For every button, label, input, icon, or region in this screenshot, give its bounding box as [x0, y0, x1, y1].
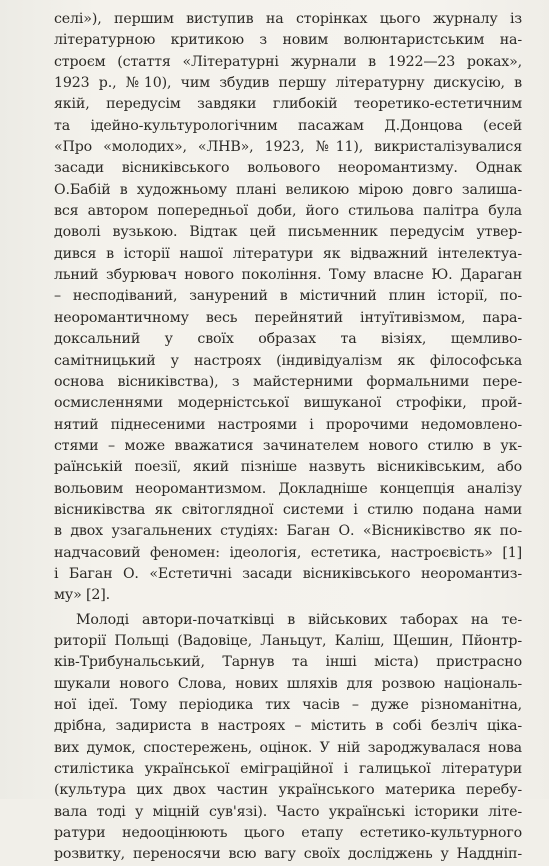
text-line: шукали нового Слова, нових шляхів для розвою національ-: [54, 675, 522, 692]
text-line: вала тоді у міцній сув'язі). Часто українські історики літе-: [54, 803, 522, 820]
text-line: 1923 р., №10), чим збудив першу літературну дискусію, в: [54, 75, 522, 92]
body-text: [54, 9, 522, 866]
text-line: вольовим неоромантизмом. Докладніше концепція аналізу: [54, 480, 522, 497]
text-line: – несподіваний, занурений в містичний плин історії, по-: [54, 288, 522, 305]
text-line: (культура цих двох частин українського материка перебу-: [54, 782, 522, 799]
text-line: строєм (стаття «Літературні журнали в 1922—23 роках»,: [54, 53, 522, 70]
paragraph-1: [54, 9, 522, 607]
text-line: Молоді автори-початківці в військових таборах на те-: [76, 611, 522, 628]
text-line: дрібна, задириста в настроях – містить в собі безліч ціка-: [54, 718, 522, 735]
text-line: осмисленнями модерністської вишуканої строфіки, прой-: [54, 395, 522, 412]
text-line: ків-Трибунальський, Тарнув та інші міста) пристрасно: [54, 654, 522, 671]
text-line: якій, передусім завдяки глибокій теоретико-естетичним: [54, 96, 522, 113]
text-line: дився в історії нашої літератури як відважний інтелектуа-: [54, 245, 522, 262]
text-line: засади вісниківського вольового неоромантизму. Однак: [54, 160, 522, 177]
text-line: О.Бабій в художньому плані великою мірою довго залиша-: [54, 181, 522, 198]
text-line: розвитку, переносячи всю вагу своїх досліджень у Наддніп-: [54, 846, 522, 863]
text-line: риторії Польщі (Вадовіце, Ланьцут, Каліш, Щешин, Пйонтр-: [54, 632, 522, 649]
text-line: і Баган О. «Естетичні засади вісниківського неоромантиз-: [54, 565, 522, 582]
text-line: му» [2].: [54, 587, 110, 604]
text-line: ної ідеї. Тому періодика тих часів – дуже різноманітна,: [54, 697, 522, 713]
text-line: надчасовий феномен: ідеологія, естетика, настроєвість» [1]: [54, 544, 522, 561]
text-line: доксальний у своїх образах та візіях, щемливо-: [54, 331, 522, 348]
text-line: вісниківства як світоглядної системи і стилю подана нами: [54, 501, 522, 518]
text-line: самітницький у настроях (індивідуалізм як філософська: [54, 352, 522, 369]
text-line: літературною критикою з новим волюнтаристським на-: [54, 32, 522, 49]
text-line: ратури недооцінюють цього етапу естетико-культурного: [54, 825, 522, 842]
text-line: стилістика української еміграційної і галицької літератури: [54, 761, 522, 778]
text-line: основа вісниківства), з майстерними формальними пере-: [54, 373, 522, 390]
paragraph-2: [54, 610, 522, 866]
text-line: селі»), першим виступив на сторінках цього журналу із: [54, 11, 522, 27]
text-line: вих думок, спостережень, оцінок. У ній зароджувалася нова: [54, 739, 522, 756]
text-line: льний збурювач нового покоління. Тому власне Ю. Дараган: [54, 267, 522, 284]
text-line: нятий піднесеними настроями і пророчими недомовлено-: [54, 416, 522, 433]
text-line: раїнській поезії, який пізніше назвуть вісниківським, або: [54, 459, 522, 476]
text-line: доволі вузькою. Відтак цей письменник передусім утвер-: [54, 224, 522, 241]
text-line: неоромантичному весь перейнятий інтуїтивізмом, пара-: [54, 309, 522, 326]
text-line: стями – може вважатися зачинателем нового стилю в ук-: [54, 437, 522, 454]
text-line: вся автором попередньої доби, його стильова палітра була: [54, 203, 522, 220]
text-line: «Про «молодих», «ЛНВ», 1923, №11), викристалізувалися: [54, 139, 522, 156]
text-line: та ідейно-культурологічним пасажам Д.Донцова (есей: [54, 117, 522, 134]
text-line: в двох узагальнених студіях: Баган О. «Вісниківство як по-: [54, 523, 522, 540]
